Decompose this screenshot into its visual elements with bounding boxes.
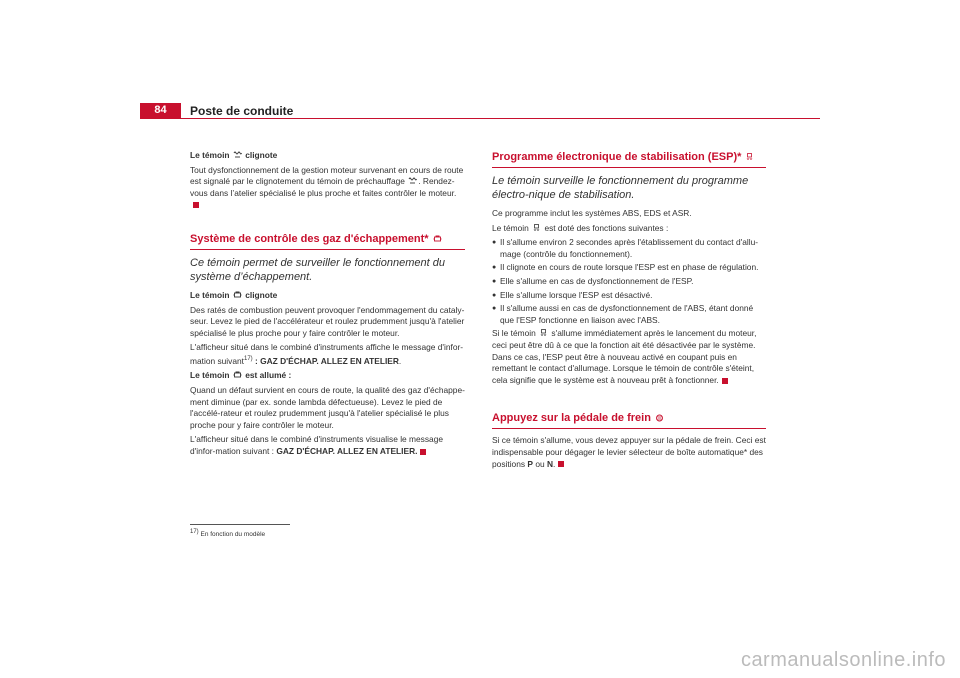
end-marker-icon (193, 202, 199, 208)
brake-pedal-icon (655, 412, 664, 420)
esp-skid-icon (745, 151, 754, 159)
footnote: 17) En fonction du modèle (190, 529, 266, 539)
exhaust-blink-text: Des ratés de combustion peuvent provoquer l'endommagement du cataly-seur. Levez le pied de l'accélérateur et roulez prudemment jusqu'à l'atelier spécialisé le plus proche pour y faire contrôler le moteur. (190, 304, 465, 338)
section-title-brake: Appuyez sur la pédale de frein (492, 411, 766, 429)
esp-skid-icon (532, 224, 541, 232)
engine-check-icon (233, 371, 242, 379)
list-item: ● Elle s'allume lorsque l'ESP est désactivé. (492, 290, 766, 302)
esp-functions-intro: Le témoin est doté des fonctions suivantes : (492, 222, 669, 233)
page-header-title: Poste de conduite (190, 104, 294, 118)
end-marker-icon (558, 461, 564, 467)
section-subtitle-esp: Le témoin surveille le fonctionnement du programme électro-nique de stabilisation. (492, 175, 749, 201)
exhaust-lit-heading: Le témoin est allumé : (190, 370, 292, 381)
glow-plug-icon (233, 151, 242, 159)
engine-check-icon (233, 291, 242, 299)
exhaust-lit-message: L'afficheur situé dans le combiné d'instruments visualise le message d'infor-mation suivant : GAZ D'ÉCHAP. ALLEZ EN ATELIER. (190, 434, 444, 456)
list-item: ● Il clignote en cours de route lorsque l'ESP est en phase de régulation. (492, 262, 766, 274)
end-marker-icon (722, 378, 728, 384)
section-title-esp: Programme électronique de stabilisation (ESP)* (492, 150, 766, 168)
footnote-divider (190, 524, 290, 525)
list-item: ● Elle s'allume en cas de dysfonctionnement de l'ESP. (492, 276, 766, 288)
esp-intro: Ce programme inclut les systèmes ABS, EDS et ASR. (492, 208, 692, 218)
list-item: ● Il s'allume aussi en cas de dysfonctionnement de l'ABS, étant donné que l'ESP fonctionne en liaison avec l'ABS. (492, 303, 766, 326)
list-item: ● Il s'allume environ 2 secondes après l'établissement du contact d'allu-mage (contrôle du fonctionnement). (492, 237, 766, 260)
esp-bullet-list (492, 237, 766, 326)
esp-reactivation-text: Si le témoin s'allume immédiatement après le lancement du moteur, ceci peut être dû à ce que la fonction ait été désactivée par le système. Dans ce cas, l'ESP peut être à nouveau activé en coupant puis en remettant le contact d'allumage. Lorsque le témoin de contrôle s'éteint, cela signifie que le système est à nouveau prêt à fonctionner. (492, 328, 757, 385)
engine-check-icon (433, 233, 442, 241)
end-marker-icon (420, 449, 426, 455)
glow-plug-heading: Le témoin clignote (190, 150, 278, 160)
glow-plug-icon (408, 177, 417, 185)
esp-skid-icon (539, 329, 548, 337)
page-number: 84 (140, 103, 181, 118)
exhaust-message-text: L'afficheur situé dans le combiné d'instruments affiche le message d'infor-mation suivant$^{17)}$ : GAZ D'ÉCHAP. ALLEZ EN ATELIER. (190, 342, 464, 366)
brake-text: Si ce témoin s'allume, vous devez appuyer sur la pédale de frein. Ceci est indispensable pour dégager le levier sélecteur de boîte automatique* des positions P ou N. (492, 435, 766, 469)
section-subtitle-exhaust: Ce témoin permet de surveiller le fonctionnement du système d’échappement. (190, 256, 445, 283)
header-divider (140, 118, 820, 119)
exhaust-lit-text: Quand un défaut survient en cours de route, la qualité des gaz d'échappe-ment diminue (par ex. sonde lambda défectueuse). Levez le pied de l'accélé-rateur et roulez prudemment jusqu'à l'atelier spécialisé le plus proche pour y faire contrôler le moteur. (190, 384, 465, 430)
section-title-exhaust: Système de contrôle des gaz d'échappement* (190, 232, 465, 250)
right-column (492, 150, 766, 473)
glow-plug-text: Tout dysfonctionnement de la gestion moteur survenant en cours de route est signalé par le clignotement du témoin de préchauffage . Rendez-vous dans l’atelier spécialisé le plus proche et faites contrôler le moteur. (190, 165, 465, 211)
exhaust-blink-heading: Le témoin clignote (190, 289, 278, 300)
left-column (190, 150, 465, 460)
watermark: carmanualsonline.info (740, 649, 946, 671)
